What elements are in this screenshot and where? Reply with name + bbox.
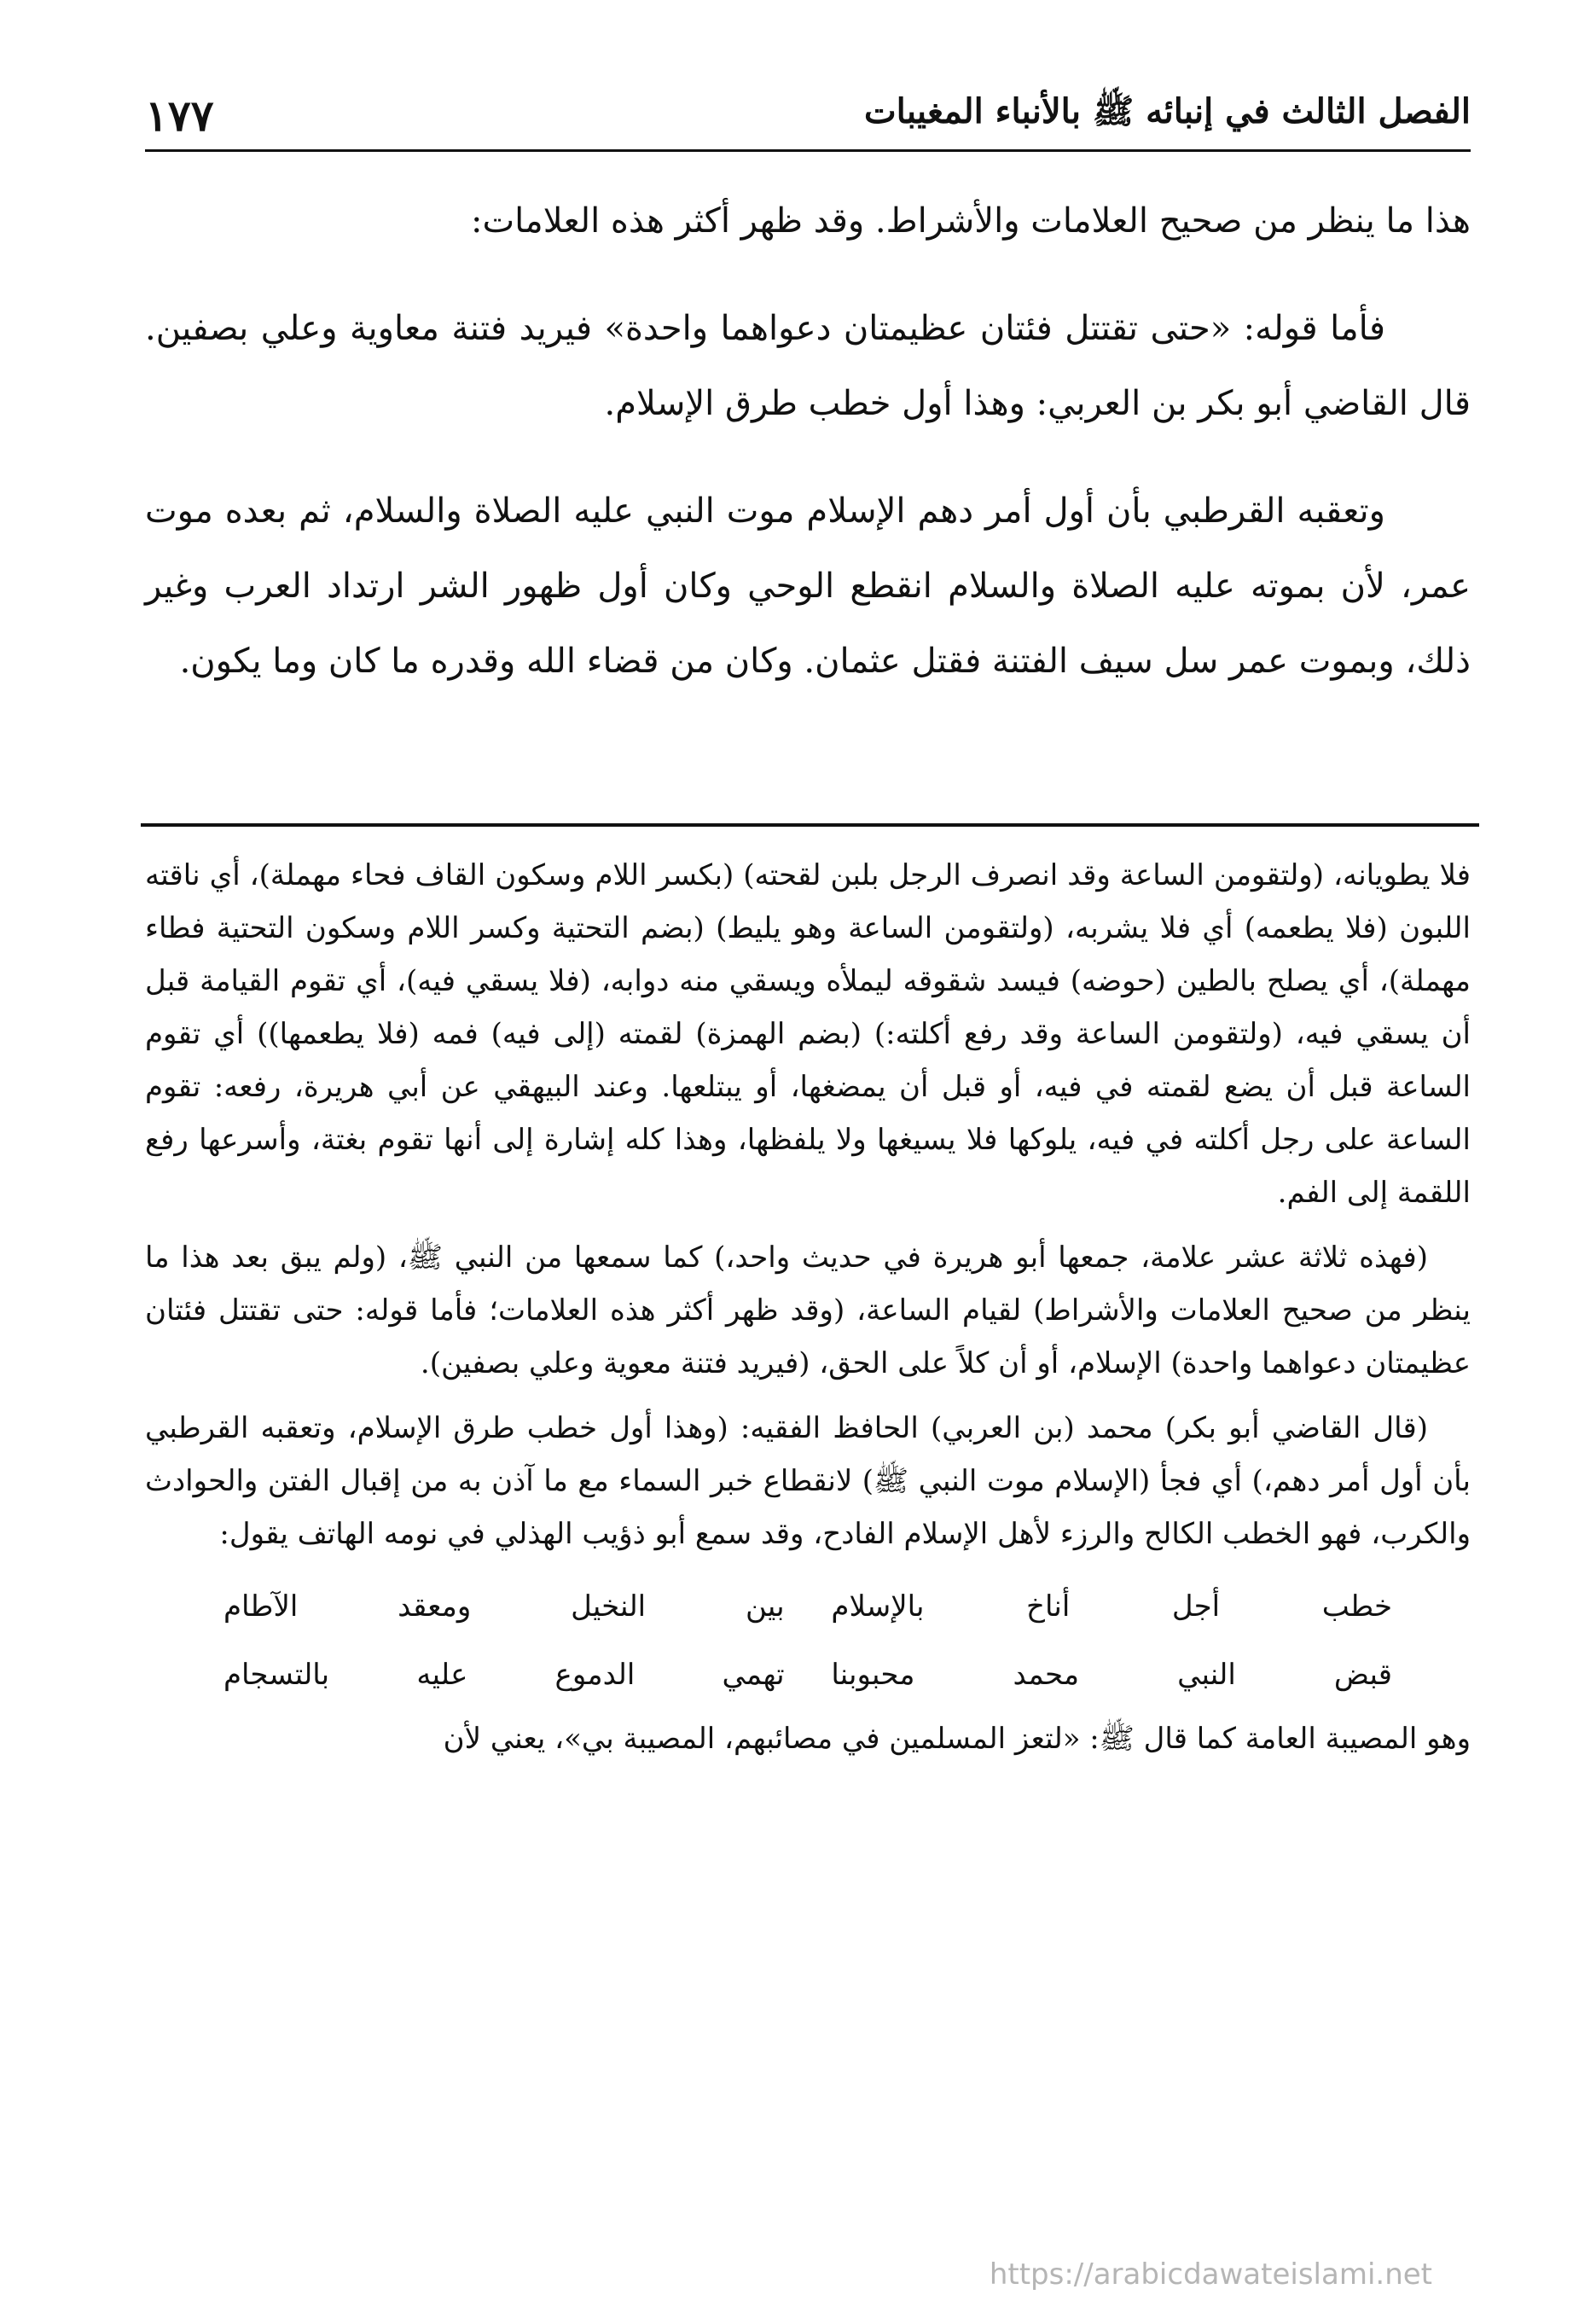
main-paragraph: وتعقبه القرطبي بأن أول أمر دهم الإسلام موت النبي عليه الصلاة والسلام، ثم بعده موت عمر، لأن بموته عليه الصلاة والسلام انقطع الوحي وكان أول ظهور الشر ارتداد العرب وغير ذلك، وبموت عمر سل سيف الفتنة فقتل عثمان. وكان من قضاء الله وقدره ما كان وما يكون. [145, 491, 1471, 681]
poem-hemistich: بين النخيل ومعقد الآطام [223, 1589, 785, 1624]
poem-hemistich: تهمي الدموع عليه بالتسجام [223, 1658, 785, 1692]
commentary-section [145, 849, 1471, 1777]
commentary-paragraph: (فهذه ثلاثة عشر علامة، جمعها أبو هريرة في حديث واحد،) كما سمعها من النبي ﷺ، (ولم يبق بعد هذا ما ينظر من صحيح العلامات والأشراط) لقيام الساعة، (وقد ظهر أكثر هذه العلامات؛ فأما قوله: حتى تقتتل فئتان عظيمتان دعواهما واحدة) الإسلام، أو أن كلاً على الحق، (فيريد فتنة معوية وعلي بصفين). [145, 1240, 1471, 1380]
poem-verse [223, 1641, 1392, 1709]
running-title: الفصل الثالث في إنبائه ﷺ بالأنباء المغيبات [864, 91, 1471, 131]
poem [223, 1572, 1392, 1709]
main-text [145, 183, 1471, 731]
main-paragraph: فأما قوله: «حتى تقتتل فئتان عظيمتان دعواهما واحدة» فيريد فتنة معاوية وعلي بصفين. قال القاضي أبو بكر بن العربي: وهذا أول خطب طرق الإسلام. [145, 309, 1471, 423]
page-header [145, 81, 1471, 152]
poem-hemistich: قبض النبي محمد محبوبنا [831, 1658, 1392, 1692]
footnote-divider [141, 823, 1479, 827]
commentary-paragraph: وهو المصيبة العامة كما قال ﷺ: «لتعز المسلمين في مصائبهم، المصيبة بي»، يعني لأن [443, 1722, 1471, 1756]
poem-hemistich: خطب أجل أناخ بالإسلام [831, 1589, 1392, 1624]
page-number: ١٧٧ [145, 90, 214, 141]
main-paragraph: هذا ما ينظر من صحيح العلامات والأشراط. وقد ظهر أكثر هذه العلامات: [470, 201, 1471, 241]
watermark-url: https://arabicdawateislami.net [989, 2257, 1432, 2292]
poem-verse [223, 1572, 1392, 1641]
commentary-paragraph: (قال القاضي أبو بكر) محمد (بن العربي) الحافظ الفقيه: (وهذا أول خطب طرق الإسلام، وتعقبه القرطبي بأن أول أمر دهم،) أي فجأ (الإسلام موت النبي ﷺ) لانقطاع خبر السماء مع ما آذن به من إقبال الفتن والحوادث والكرب، فهو الخطب الكالح والرزء لأهل الإسلام الفادح، وقد سمع أبو ذؤيب الهذلي في نومه الهاتف يقول: [145, 1411, 1471, 1551]
commentary-paragraph: فلا يطويانه، (ولتقومن الساعة وقد انصرف الرجل بلبن لقحته) (بكسر اللام وسكون القاف فحاء مهملة)، أي ناقته اللبون (فلا يطعمه) أي فلا يشربه، (ولتقومن الساعة وهو يليط) (بضم التحتية وكسر اللام وسكون التحتية فطاء مهملة)، أي يصلح بالطين (حوضه) فيسد شقوقه ليملأه ويسقي منه دوابه، (فلا يسقي فيه)، أي تقوم القيامة قبل أن يسقي فيه، (ولتقومن الساعة وقد رفع أكلته:) (بضم الهمزة) لقمته (إلى فيه) فمه (فلا يطعمها)) أي تقوم الساعة قبل أن يضع لقمته في فيه، أو قبل أن يمضغها، أو يبتلعها. وعند البيهقي عن أبي هريرة، رفعه: تقوم الساعة على رجل أكلته في فيه، يلوكها فلا يسيغها ولا يلفظها، وهذا كله إشارة إلى أنها تقوم بغتة، وأسرعها رفع اللقمة إلى الفم. [145, 858, 1471, 1210]
